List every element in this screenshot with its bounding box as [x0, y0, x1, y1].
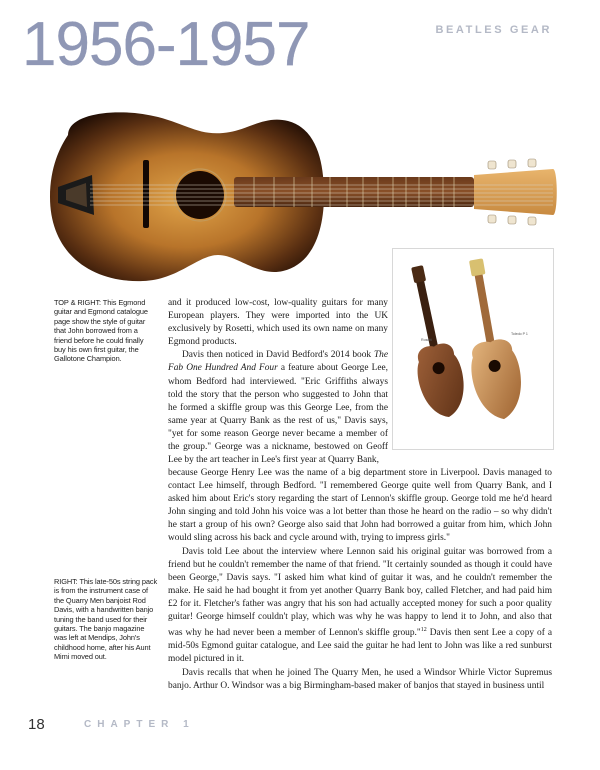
- catalogue-label-left: Rosetti: [421, 338, 433, 342]
- paragraph-2-cont: a feature about George Lee, whom Bedford had interviewed. "Eric Griffiths always told the story that the person who suggested to John that he formed a skiffle group was this George Lee, from the same year at Quarry Bank as the rest of us," Davis says, "yet for some reason George never became a member of the group." George was a nickname, bestowed on Geoff Lee by the art teacher in Lee's first year at Quarry Bank,: [168, 363, 388, 466]
- paragraph-1: and it produced low-cost, low-quality guitars for many European players. They were imported into the UK exclusively by Rosetti, which used its own name on many Egmond products.: [168, 298, 388, 348]
- paragraph-3-main: Davis told Lee about the interview where Lennon said his original guitar was borrowed from a friend but he couldn't remember the name of that friend. "It certainly sounded as though it could have been George," Davis says. "I asked him what kind of guitar it was, and he couldn't remember the make. He said he had bought it from yet another Quarry Bank boy, called Fletcher, and had paid him £2 for it. Fletcher's father was angry that his son had actually accepted money for such a poor quality guitar! George himself couldn't play, which was why he was happy to lend it to John, and also that was why he had never been a member of Lennon's skiffle group.": [168, 546, 552, 639]
- running-head: BEATLES GEAR: [435, 24, 552, 36]
- paragraph-3-end: Davis then sent Lee a copy of a mid-50s Egmond guitar catalogue, and Lee said the guitar he had lent to John was like a red sunburst model pictured in it.: [168, 628, 552, 665]
- egmond-catalogue-page: [392, 248, 554, 450]
- page-title: 1956-1957: [22, 10, 310, 79]
- caption-top-right: TOP & RIGHT: This Egmond guitar and Egmond catalogue page show the style of guitar that John borrowed from a friend before he could finally buy his own first guitar, the Gallotone Champion.: [54, 298, 148, 364]
- body-column-wide: [168, 467, 552, 693]
- catalogue-label-right: Toledo P 1: [511, 332, 528, 336]
- paragraph-3: [168, 546, 552, 667]
- paragraph-4: Davis recalls that when he joined The Quarry Men, he used a Windsor Whirle Victor Supremus banjo. Arthur O. Windsor was a big Birmingham-based maker of banjos that stayed in business until: [168, 667, 552, 691]
- book-title: The Fab One Hundred And Four: [168, 350, 388, 374]
- chapter-label: CHAPTER 1: [84, 719, 195, 730]
- paragraph-2-lead: Davis then noticed in David Bedford's 2014 book: [182, 350, 374, 361]
- paragraph-2-continued: because George Henry Lee was the name of a big department store in Liverpool. Davis managed to contact Lee himself, through Bedford. "I remembered George quite well from Quarry Bank, and I asked him about Eric's story regarding the start of Lennon's skiffle group. George told me he'd heard John singing and told John his voice was a lot better than those he heard on the radio – so why didn't he start a group of his own? George also said that John had borrowed a guitar from him, which John would sling across his back and cycle around with, trying to impress girls.": [168, 468, 552, 544]
- caption-right: RIGHT: This late-50s string pack is from the instrument case of the Quarry Men banjoist Rod Davis, with a handwritten banjo tuning the band used for their guitars. The banjo magazine was left at Mendips, John's childhood home, after his Aunt Mimi moved out.: [54, 577, 158, 662]
- body-column-narrow: [168, 297, 388, 467]
- page-number: 18: [28, 716, 45, 733]
- paragraph-2: [168, 349, 388, 467]
- footnote-ref: 12: [420, 627, 427, 634]
